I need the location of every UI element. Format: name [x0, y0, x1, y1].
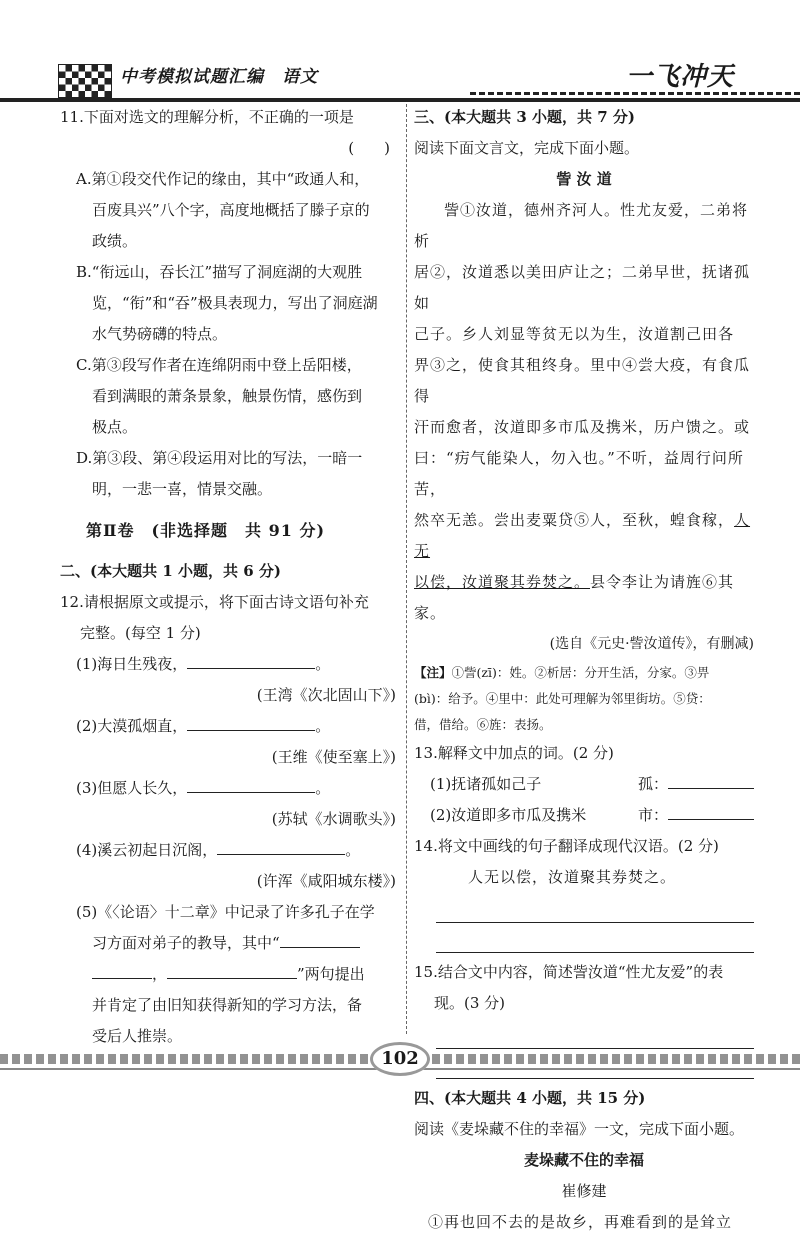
article-first-line: ①再也回不去的是故乡，再难看到的是耸立: [428, 1213, 733, 1231]
volume-title: 第Ⅱ卷 (非选择题 共 91 分): [86, 521, 326, 540]
q13-item-1: (1)抚诸孤如己子 孤：: [414, 769, 754, 800]
q12-item-3: (3)但愿人长久， 。 (苏轼《水调歌头》): [60, 773, 396, 835]
column-divider: [406, 104, 407, 1034]
q12-item-1: (1)海日生残夜， 。 (王湾《次北固山下》): [60, 649, 396, 711]
passage-title: 訾 汝 道: [556, 170, 612, 188]
passage-source: (选自《元史·訾汝道传》，有删减): [549, 636, 754, 652]
q15-stem-line1: 15.结合文中内容，简述訾汝道“性尤友爱”的表: [414, 963, 724, 981]
q12-item-5: (5)《〈论语〉十二章》中记录了许多孔子在学 习方面对弟子的教导，其中“ ， ”两句提出 并肯定了由旧知获得新知的学习方法，备 受后人推崇。: [76, 903, 375, 1045]
section-3-intro: 阅读下面文言文，完成下面小题。: [414, 139, 640, 157]
brand-logo: 一飞冲天: [626, 62, 735, 92]
q12-stem-line2: 完整。(每空 1 分): [80, 624, 201, 642]
book-title: 中考模拟试题汇编 语文: [120, 67, 318, 87]
q11-option-d: D.第③段、第④段运用对比的写法，一暗一 明，一悲一喜，情景交融。: [76, 449, 363, 498]
q12-item-4: (4)溪云初起日沉阁， 。 (许浑《咸阳城东楼》): [60, 835, 396, 897]
q14-sentence: 人无以偿，汝道聚其券焚之。: [468, 868, 677, 886]
fill-blank[interactable]: [217, 836, 345, 855]
header-dash-line: [470, 92, 800, 95]
classical-passage: 訾①汝道，德州齐河人。性尤友爱，二弟将析 居②，汝道悉以美田庐让之；二弟早世，抚诸孤如 己子。乡人刘显等贫无以为生，汝道割己田各 畀③之，使食其租终身。里中④尝大疫，有食瓜得 汗而愈者，汝道即多市瓜及携米，历户馈之。或 曰：“疠气能染人，勿入也。”不听，益周行问所苦， 然卒无恙。尝出麦粟贷⑤人，至秋，蝗食稼，人无 以偿，汝道聚其券焚之。县令李让为请旌⑥其家。: [414, 201, 751, 622]
fill-blank[interactable]: [668, 801, 754, 820]
underlined-sentence-part2: 以偿，汝道聚其券焚之。: [414, 573, 591, 591]
checker-logo-icon: [58, 64, 112, 98]
fill-blank[interactable]: [92, 960, 152, 979]
fill-blank[interactable]: [187, 650, 315, 669]
fill-blank[interactable]: [668, 770, 754, 789]
q12-stem-line1: 12.请根据原文或提示，将下面古诗文语句补充: [60, 593, 369, 611]
page-footer: [0, 1040, 800, 1080]
q11-option-a: A.第①段交代作记的缘由，其中“政通人和， 百废具兴”八个字，高度地概括了滕子京的 政绩。: [76, 170, 370, 250]
left-column: [60, 102, 396, 1052]
q11-option-b: B.“衔远山，吞长江”描写了洞庭湖的大观胜 览，“衔”和“吞”极具表现力，写出了洞庭湖 水气势磅礴的特点。: [76, 263, 378, 343]
section-2-heading: 二、(本大题共 1 小题，共 6 分): [60, 562, 281, 580]
q13-item-2: (2)汝道即多市瓜及携米 市：: [414, 800, 754, 831]
fill-blank[interactable]: [280, 929, 360, 948]
fill-blank[interactable]: [167, 960, 297, 979]
article-title: 麦垛藏不住的幸福: [523, 1151, 644, 1169]
underlined-sentence-part1: 人无: [414, 511, 751, 560]
fill-blank[interactable]: [187, 712, 315, 731]
q15-stem-line2: 现。(3 分): [434, 994, 506, 1012]
q13-stem: 13.解释文中加点的词。(2 分): [414, 744, 614, 762]
answer-line[interactable]: [436, 893, 754, 923]
page-header: [0, 0, 800, 100]
section-4-heading: 四、(本大题共 4 小题，共 15 分): [414, 1089, 646, 1107]
q11-answer-bracket: ( ): [348, 139, 390, 157]
section-3-heading: 三、(本大题共 3 小题，共 7 分): [414, 108, 635, 126]
article-author: 崔修建: [561, 1182, 607, 1200]
fill-blank[interactable]: [187, 774, 315, 793]
q11-option-c: C.第③段写作者在连绵阴雨中登上岳阳楼， 看到满眼的萧条景象，触景伤情，感伤到 极点。: [76, 356, 363, 436]
q12-item-2: (2)大漠孤烟直， 。 (王维《使至塞上》): [60, 711, 396, 773]
q14-stem: 14.将文中画线的句子翻译成现代汉语。(2 分): [414, 837, 719, 855]
page-number: 102: [370, 1042, 430, 1076]
answer-line[interactable]: [436, 923, 754, 953]
section-4-intro: 阅读《麦垛藏不住的幸福》一文，完成下面小题。: [414, 1120, 745, 1138]
passage-notes: 【注】①訾(zī)：姓。②析居：分开生活，分家。③畀 (bì)：给予。④里中：此处可理解为邻里街坊。⑤贷： 借，借给。⑥旌：表扬。: [414, 665, 711, 732]
q11-stem: 11.下面对选文的理解分析，不正确的一项是: [60, 108, 354, 126]
